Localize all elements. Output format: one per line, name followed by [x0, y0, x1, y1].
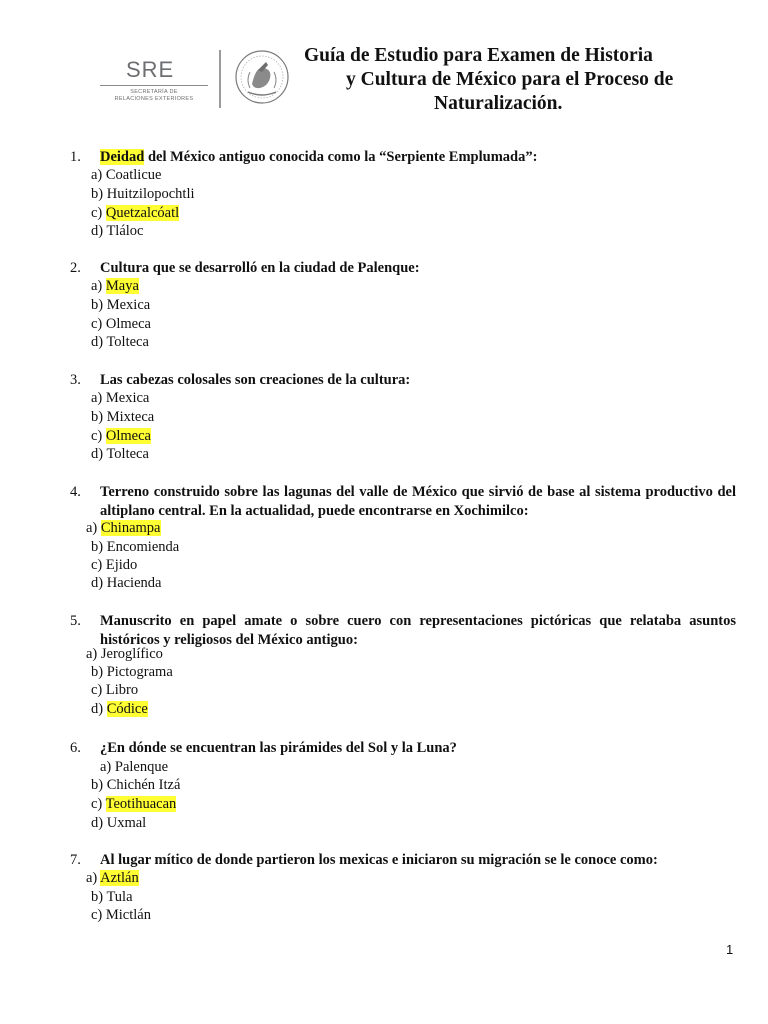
- option-d: [91, 333, 149, 352]
- option-b: [91, 538, 179, 557]
- option-letter: d): [91, 575, 107, 591]
- option-text: Encomienda: [106, 539, 180, 555]
- option-c: [91, 315, 151, 334]
- question-text: Cultura que se desarrolló en la ciudad de Palenque:: [100, 260, 420, 276]
- option-letter: d): [91, 446, 107, 462]
- option-letter: d): [91, 223, 107, 239]
- option-text-correct: Maya: [105, 278, 139, 294]
- option-text: Coatlicue: [105, 167, 162, 183]
- option-letter: d): [91, 334, 107, 350]
- page-header: [0, 0, 768, 125]
- option-d: [91, 222, 144, 241]
- page-number: 1: [726, 942, 734, 957]
- option-b: [91, 776, 180, 795]
- option-c: [91, 795, 176, 814]
- option-letter: a): [91, 390, 106, 406]
- option-b: [91, 663, 173, 682]
- option-b: [91, 888, 133, 907]
- option-letter: a): [86, 646, 101, 662]
- option-a: [91, 277, 139, 296]
- question-number: 6.: [70, 740, 81, 756]
- option-letter: c): [91, 796, 106, 812]
- option-letter: a): [91, 278, 106, 294]
- option-b: [91, 408, 154, 427]
- title-line-3: Naturalización.: [434, 93, 563, 114]
- question-text: ¿En dónde se encuentran las pirámides del Sol y la Luna?: [100, 740, 457, 756]
- option-letter: d): [91, 701, 107, 717]
- option-text: Ejido: [105, 557, 138, 573]
- question-number: 3.: [70, 372, 81, 388]
- option-c: [91, 906, 151, 925]
- sre-logo-text: SRE: [126, 57, 175, 82]
- option-text: Mexica: [106, 297, 151, 313]
- highlighted-term: Deidad: [100, 149, 145, 165]
- option-c: [91, 427, 151, 446]
- option-text-correct: Códice: [106, 701, 148, 717]
- option-text: Libro: [105, 682, 139, 698]
- option-text: Tula: [106, 889, 133, 905]
- sre-logo-subtitle: [100, 89, 208, 103]
- national-seal-icon: [234, 48, 290, 108]
- option-letter: b): [91, 889, 107, 905]
- sre-logo-rule: [100, 85, 208, 86]
- option-text: Chichén Itzá: [106, 777, 181, 793]
- option-letter: c): [91, 428, 106, 444]
- option-text-correct: Chinampa: [100, 520, 161, 536]
- option-letter: c): [91, 557, 106, 573]
- option-letter: b): [91, 409, 107, 425]
- question-number: 5.: [70, 613, 81, 629]
- option-c: [91, 204, 179, 223]
- question-number: 1.: [70, 149, 81, 165]
- option-a: [91, 166, 161, 185]
- sre-subtitle-line2: RELACIONES EXTERIORES: [114, 96, 194, 102]
- option-letter: b): [91, 539, 107, 555]
- option-text: Uxmal: [106, 815, 147, 831]
- question-number: 7.: [70, 852, 81, 868]
- option-text: Palenque: [114, 759, 169, 775]
- option-d: [91, 814, 146, 833]
- title-line-1: Guía de Estudio para Examen de Historia: [304, 45, 653, 66]
- option-text: Tláloc: [106, 223, 144, 239]
- title-line-2: y Cultura de México para el Proceso de: [346, 69, 674, 90]
- option-letter: c): [91, 205, 106, 221]
- option-c: [91, 556, 137, 575]
- option-text: Mixteca: [106, 409, 155, 425]
- option-text: Mictlán: [105, 907, 151, 923]
- option-c: [91, 681, 138, 700]
- sre-subtitle-line1: SECRETARÍA DE: [130, 89, 178, 95]
- option-text: Mexica: [105, 390, 150, 406]
- question-text: Terreno construido sobre las lagunas del valle de México que sirvió de base al sistema productivo del altiplano central. En la actualidad, puede encontrarse en Xochimilco:: [100, 484, 736, 519]
- option-letter: c): [91, 682, 106, 698]
- option-text-correct: Olmeca: [105, 428, 151, 444]
- option-a: [100, 758, 168, 777]
- sre-logo: [100, 55, 210, 107]
- option-a: [91, 389, 149, 408]
- question-text: Al lugar mítico de donde partieron los mexicas e iniciaron su migración se le conoce como:: [100, 852, 658, 868]
- question-number: 2.: [70, 260, 81, 276]
- option-letter: b): [91, 664, 107, 680]
- option-d: [91, 574, 161, 593]
- option-letter: a): [86, 520, 101, 536]
- option-letter: b): [91, 777, 107, 793]
- option-letter: d): [91, 815, 107, 831]
- question-text: Las cabezas colosales son creaciones de la cultura:: [100, 372, 411, 388]
- question-number: 4.: [70, 484, 81, 500]
- option-a: [86, 645, 163, 664]
- option-text-correct: Aztlán: [100, 870, 139, 886]
- option-a: [86, 519, 161, 538]
- question-text-rest: del México antiguo conocida como la “Serpiente Emplumada”:: [144, 149, 538, 165]
- option-d: [91, 445, 149, 464]
- option-text: Hacienda: [106, 575, 162, 591]
- option-letter: c): [91, 316, 106, 332]
- option-letter: a): [91, 167, 106, 183]
- option-a: [86, 869, 139, 888]
- option-letter: b): [91, 297, 107, 313]
- option-text: Huitzilopochtli: [106, 186, 195, 202]
- option-text: Olmeca: [105, 316, 151, 332]
- option-letter: a): [86, 870, 101, 886]
- option-b: [91, 296, 150, 315]
- option-b: [91, 185, 195, 204]
- option-text: Pictograma: [106, 664, 173, 680]
- option-text: Jeroglífico: [100, 646, 163, 662]
- option-text-correct: Quetzalcóatl: [105, 205, 180, 221]
- option-text: Tolteca: [106, 446, 149, 462]
- option-letter: b): [91, 186, 107, 202]
- option-d: [91, 700, 148, 719]
- option-text: Tolteca: [106, 334, 149, 350]
- question-text: Manuscrito en papel amate o sobre cuero con representaciones pictóricas que relataba asuntos históricos y religiosos del México antiguo:: [100, 613, 736, 648]
- option-letter: a): [100, 759, 115, 775]
- header-divider: [219, 50, 221, 108]
- question-text: [100, 148, 736, 167]
- option-text-correct: Teotihuacan: [105, 796, 177, 812]
- option-letter: c): [91, 907, 106, 923]
